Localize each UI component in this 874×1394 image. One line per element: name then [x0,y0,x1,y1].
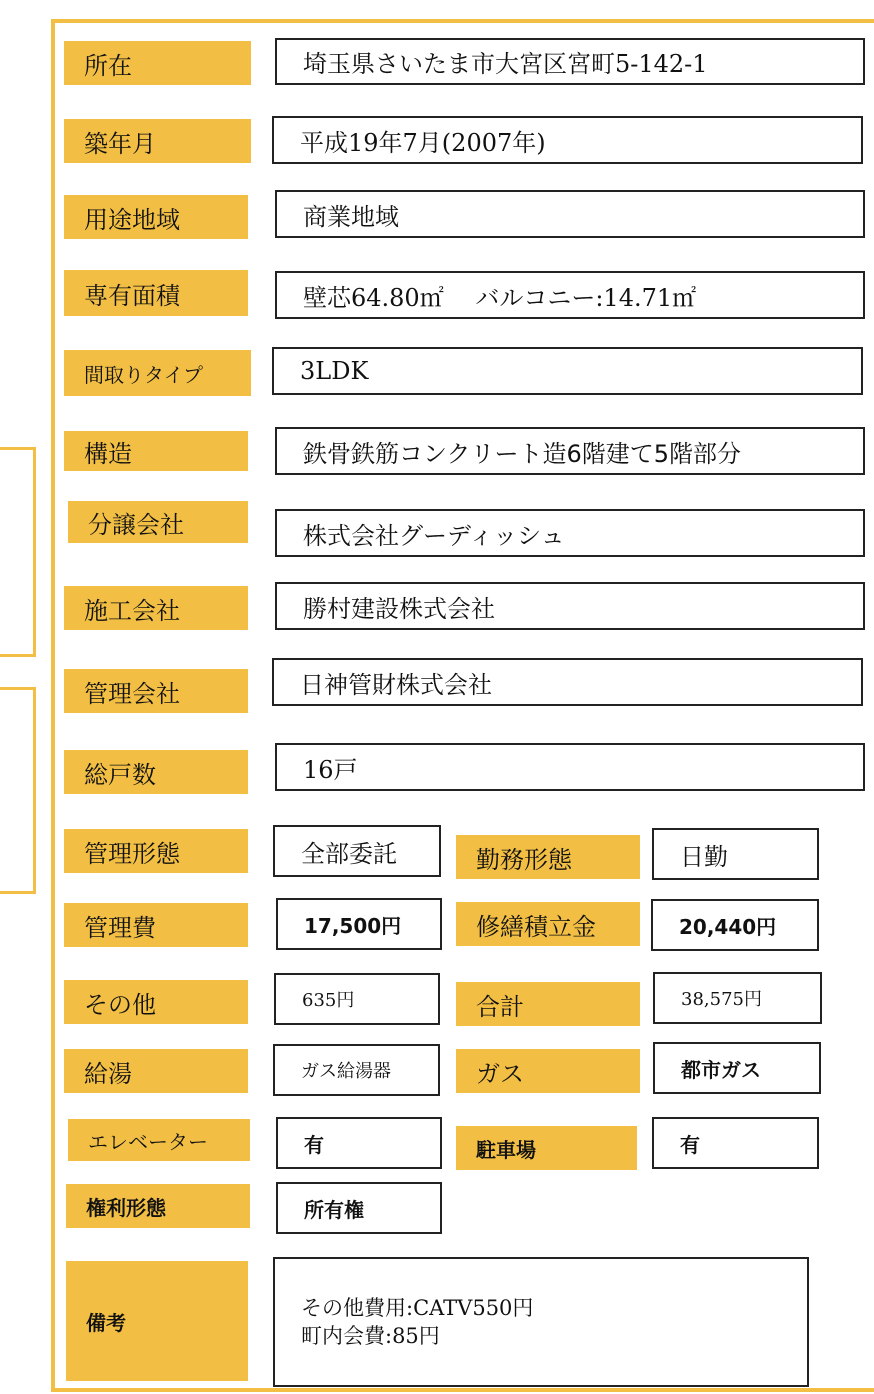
value-rights: 所有権 [276,1182,442,1234]
label-gas: ガス [456,1049,640,1093]
label-units: 総戸数 [64,750,248,794]
value-built: 平成19年7月(2007年) [272,116,863,164]
value-area: 壁芯64.80㎡ バルコニー:14.71㎡ [275,271,865,319]
value-zoning: 商業地域 [275,190,865,238]
label-built: 築年月 [64,119,251,163]
remarks-line-2: 町内会費:85円 [301,1324,440,1348]
label-mgmt-form: 管理形態 [64,829,248,873]
value-structure: 鉄骨鉄筋コンクリート造6階建て5階部分 [275,427,865,475]
label-layout: 間取りタイプ [64,350,251,396]
value-repair-fund: 20,440円 [651,899,819,951]
label-rights: 権利形態 [66,1184,250,1228]
label-location: 所在 [64,41,251,85]
label-manager: 管理会社 [64,669,248,713]
value-units: 16戸 [275,743,865,791]
value-gas: 都市ガス [653,1042,821,1094]
label-structure: 構造 [64,431,248,471]
value-mgmt-fee: 17,500円 [276,898,442,950]
remarks-line-1: その他費用:CATV550円 [301,1295,534,1320]
label-work-form: 勤務形態 [456,835,640,879]
label-mgmt-fee: 管理費 [64,903,248,947]
left-bracket-lower [0,687,36,894]
value-other: 635円 [274,973,440,1025]
value-parking: 有 [652,1117,819,1169]
label-zoning: 用途地域 [64,195,248,239]
label-repair-fund: 修繕積立金 [456,902,640,946]
value-elevator: 有 [276,1117,442,1169]
label-elevator: エレベーター [68,1119,250,1161]
value-hot-water: ガス給湯器 [273,1044,440,1096]
value-mgmt-form: 全部委託 [273,825,441,877]
value-remarks [273,1257,809,1387]
value-work-form: 日勤 [652,828,819,880]
label-area: 専有面積 [64,270,248,316]
label-parking: 駐車場 [456,1126,637,1170]
label-remarks: 備考 [66,1261,248,1381]
value-manager: 日神管財株式会社 [272,658,863,706]
value-builder: 勝村建設株式会社 [275,582,865,630]
label-hot-water: 給湯 [64,1049,248,1093]
value-layout: 3LDK [272,347,863,395]
left-bracket-upper [0,447,36,657]
label-developer: 分譲会社 [68,501,248,543]
value-total: 38,575円 [653,972,822,1024]
label-other: その他 [64,980,248,1024]
label-total: 合計 [456,982,640,1026]
value-location: 埼玉県さいたま市大宮区宮町5-142-1 [275,38,865,85]
value-developer: 株式会社グーディッシュ [275,509,865,557]
label-builder: 施工会社 [64,586,248,630]
